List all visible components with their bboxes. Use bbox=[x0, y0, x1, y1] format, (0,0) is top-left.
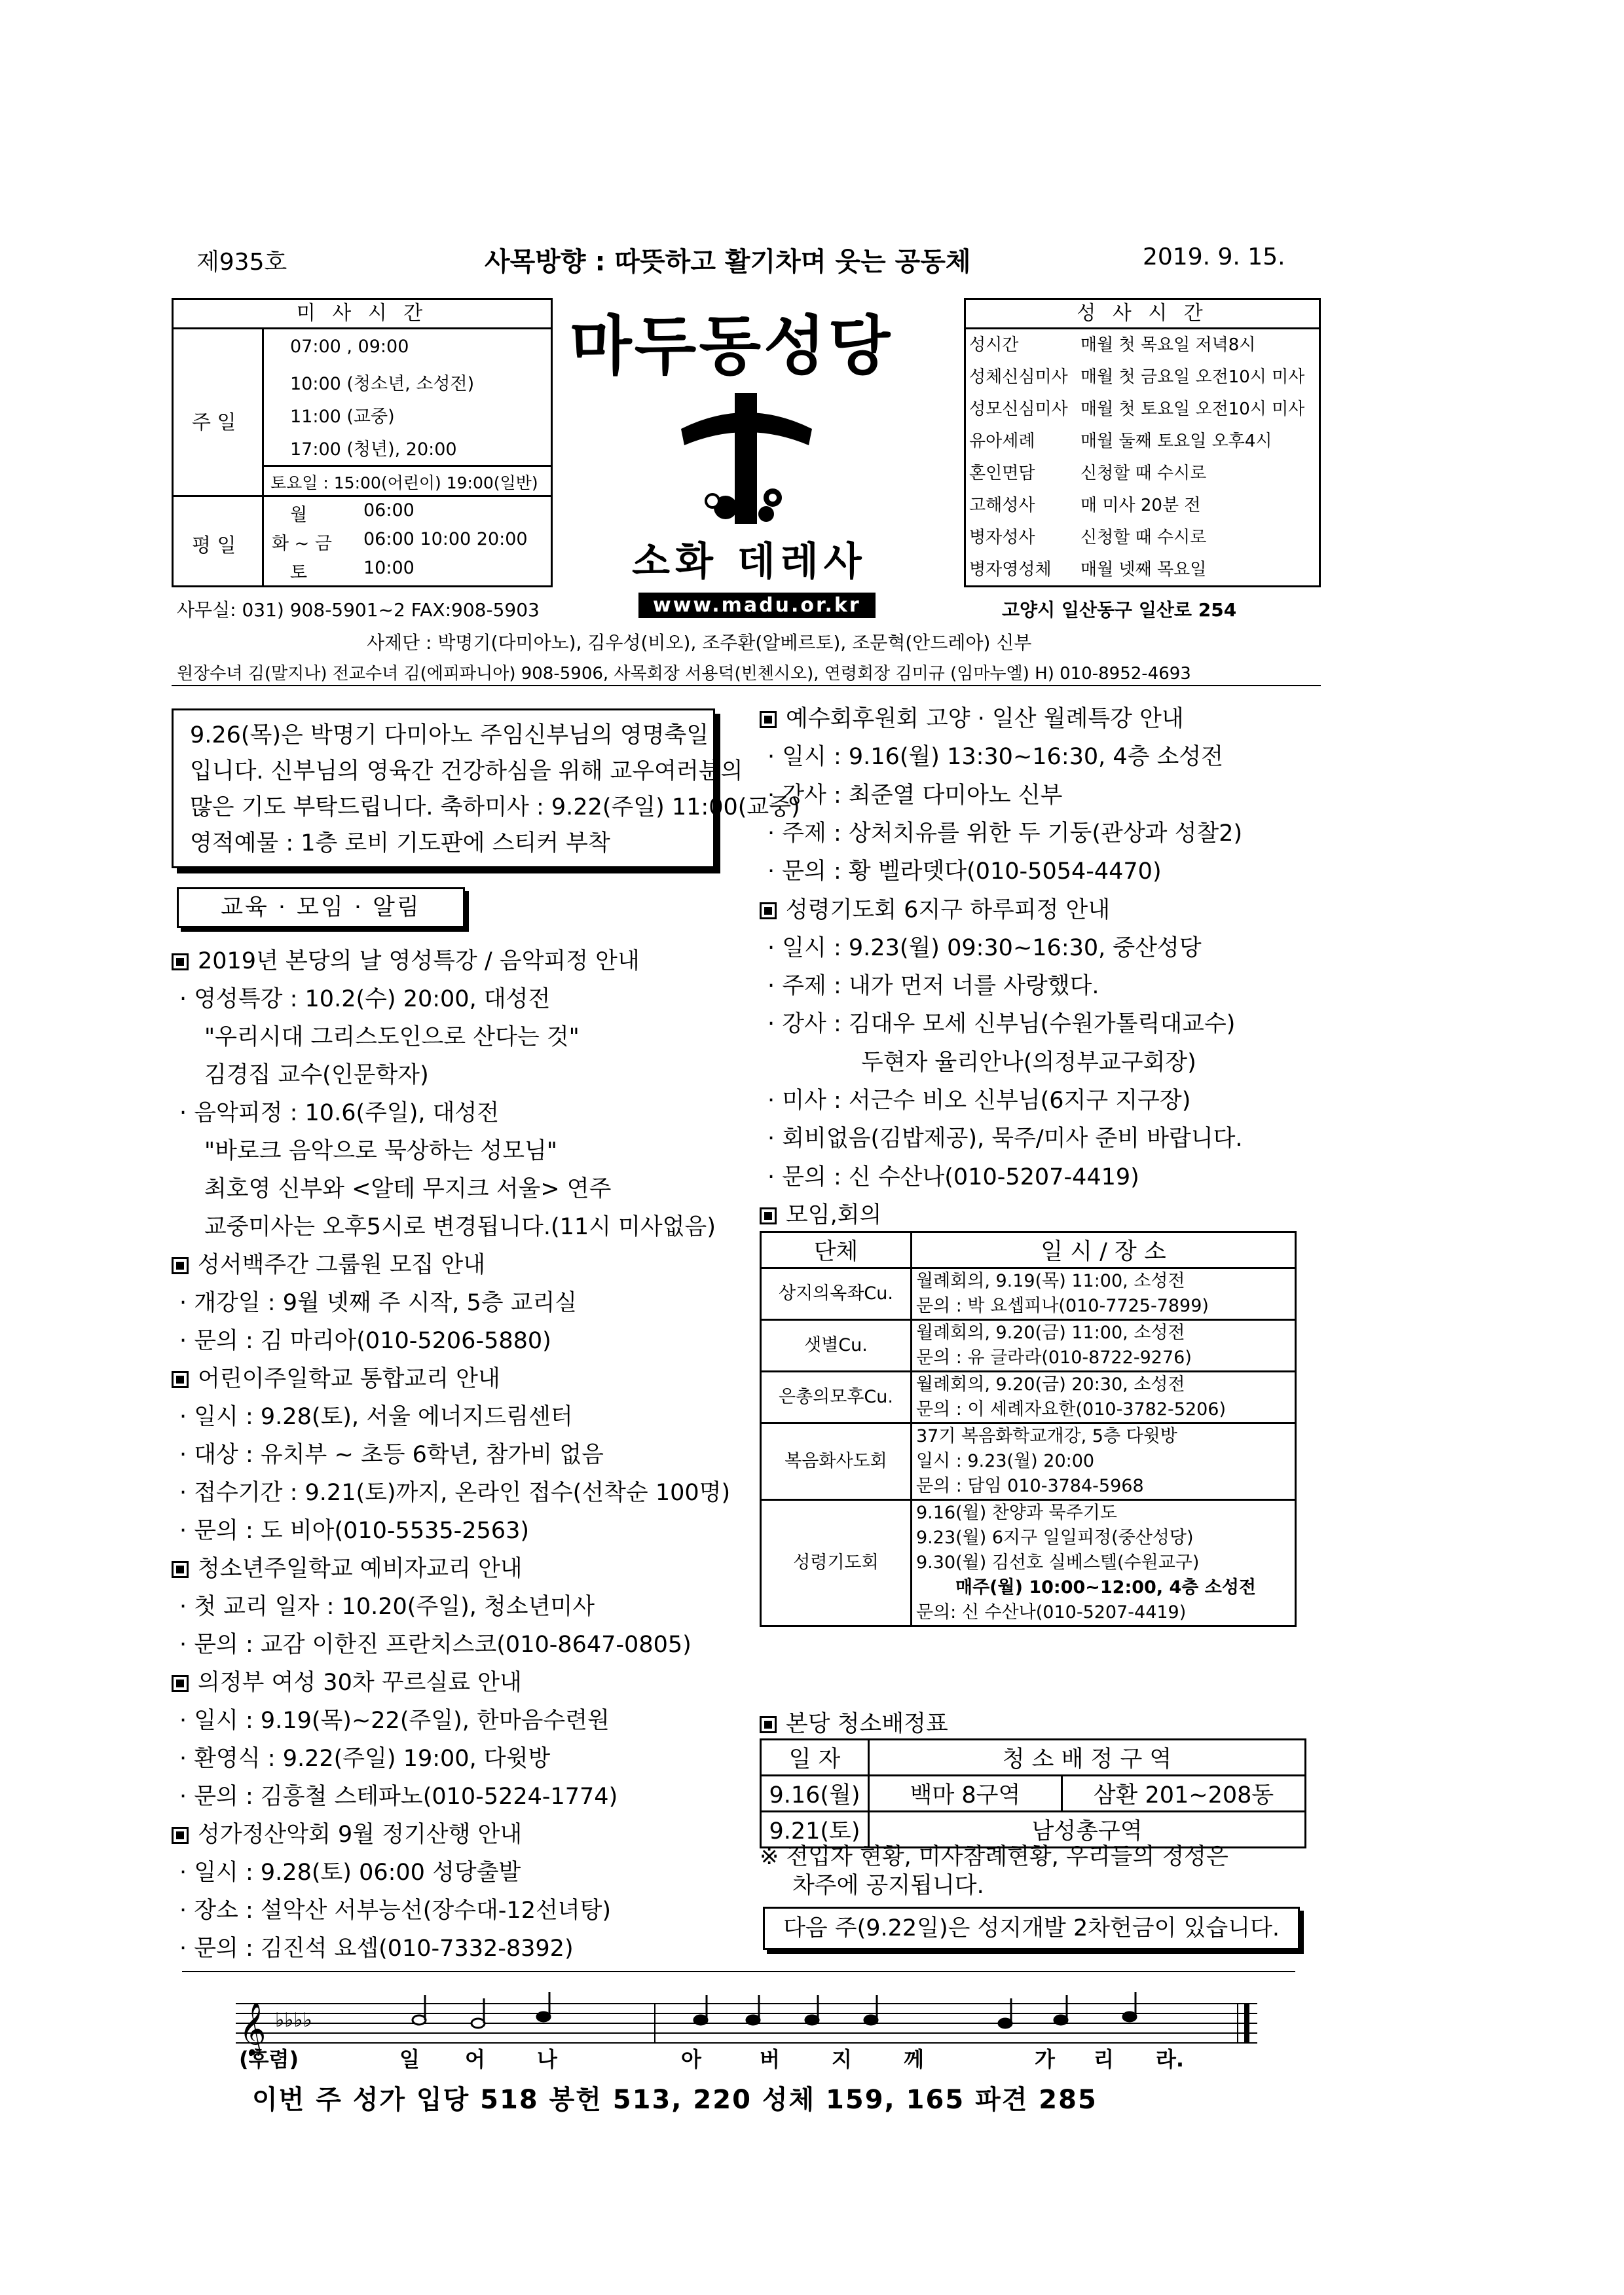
lyric-syllable: 버 bbox=[760, 2047, 780, 2072]
notice-heading bbox=[760, 1197, 881, 1230]
notice-item: · 개강일 : 9월 넷째 주 시작, 5층 교리실 bbox=[179, 1290, 578, 1316]
issue-date: 2019. 9. 15. bbox=[1143, 244, 1285, 270]
sacrament-name: 성체신심미사 bbox=[969, 367, 1068, 387]
square-bullet-icon bbox=[172, 1827, 189, 1844]
lyric-syllable: 지 bbox=[832, 2047, 852, 2072]
mass-times-title: 미 사 시 간 bbox=[174, 300, 551, 329]
lyric-syllable: (후렴) bbox=[239, 2047, 299, 2072]
meeting-line: 9.23(월) 6지구 일일피정(중산성당) bbox=[916, 1528, 1194, 1548]
sacrament-time: 매월 첫 금요일 오전10시 미사 bbox=[1080, 367, 1305, 387]
weekday-day: 월 bbox=[290, 505, 308, 525]
notice-item: · 대상 : 유치부 ~ 초등 6학년, 참가비 없음 bbox=[179, 1442, 604, 1468]
notice-item: · 접수기간 : 9.21(토)까지, 온라인 접수(선착순 100명) bbox=[179, 1480, 731, 1506]
weekday-times: 06:00 bbox=[363, 500, 415, 521]
notice-heading bbox=[172, 1361, 500, 1393]
notice-heading bbox=[760, 701, 1184, 733]
sacrament-row bbox=[969, 428, 1272, 452]
meeting-detail bbox=[912, 1500, 1296, 1626]
notice-item: · 강사 : 김대우 모세 신부님(수원가톨릭대교수) bbox=[767, 1011, 1236, 1038]
square-bullet-icon bbox=[760, 1716, 777, 1733]
table-row bbox=[761, 1500, 1296, 1626]
meetings-table bbox=[760, 1231, 1297, 1627]
sacrament-time: 신청할 때 수시로 bbox=[1080, 528, 1207, 547]
cleaning-heading bbox=[760, 1706, 948, 1738]
music-note bbox=[1054, 2015, 1067, 2025]
sacrament-row bbox=[969, 395, 1304, 420]
website-link[interactable]: www.madu.or.kr bbox=[638, 593, 876, 618]
svg-text:♭♭♭♭: ♭♭♭♭ bbox=[275, 2009, 312, 2032]
heading-text: 의정부 여성 30차 꾸르실료 안내 bbox=[198, 1670, 522, 1696]
notice-item: · 환영식 : 9.22(주일) 19:00, 다윗방 bbox=[179, 1746, 551, 1772]
meeting-line: 9.16(월) 찬양과 묵주기도 bbox=[916, 1503, 1118, 1523]
notice-item: · 일시 : 9.28(토) 06:00 성당출발 bbox=[179, 1860, 521, 1886]
music-note bbox=[537, 2012, 550, 2021]
sacrament-name: 유아세례 bbox=[969, 431, 1035, 451]
sunday-time: 07:00 , 09:00 bbox=[290, 337, 409, 357]
notice-item: · 미사 : 서근수 비오 신부님(6지구 지구장) bbox=[767, 1088, 1191, 1114]
square-bullet-icon bbox=[172, 953, 189, 970]
lyric-syllable: 일 bbox=[399, 2047, 420, 2072]
table-header: 일 자 bbox=[761, 1740, 869, 1776]
notice-heading bbox=[172, 1816, 522, 1849]
meeting-line: 문의 : 박 요셉피나(010-7725-7899) bbox=[916, 1296, 1209, 1316]
meeting-detail bbox=[912, 1423, 1296, 1500]
sacrament-time: 매월 넷째 목요일 bbox=[1080, 560, 1207, 579]
sacrament-row bbox=[969, 492, 1200, 516]
table-row bbox=[761, 1776, 1306, 1812]
notice-item: · 주제 : 내가 먼저 너를 사랑했다. bbox=[767, 973, 1099, 1000]
music-note bbox=[999, 2019, 1012, 2028]
section-title: 교육 · 모임 · 알림 bbox=[177, 887, 465, 928]
notice-item: · 문의 : 김진석 요셉(010-7332-8392) bbox=[179, 1936, 574, 1962]
table-header: 일 시 / 장 소 bbox=[912, 1232, 1296, 1268]
music-note bbox=[805, 2015, 819, 2025]
sacrament-name: 고해성사 bbox=[969, 496, 1035, 515]
heading-text: 예수회후원회 고양 · 일산 월례특강 안내 bbox=[786, 706, 1184, 732]
sacraments-title: 성 사 시 간 bbox=[966, 300, 1319, 329]
cleaning-title: 본당 청소배정표 bbox=[786, 1711, 948, 1737]
footnote-line: ※ 전입자 현황, 미사참례현황, 우리들의 정성은 bbox=[760, 1844, 1228, 1870]
meeting-line: 문의 : 이 세례자요한(010-3782-5206) bbox=[916, 1399, 1227, 1420]
notice-item: · 문의 : 도 비아(010-5535-2563) bbox=[179, 1518, 529, 1544]
hymn-numbers: 이번 주 성가 입당 518 봉헌 513, 220 성체 159, 165 파견 285 bbox=[252, 2085, 1098, 2115]
notice-heading bbox=[760, 892, 1110, 925]
notice-continuation: 김경집 교수(인문학자) bbox=[204, 1062, 429, 1088]
table-row bbox=[761, 1268, 1296, 1320]
meeting-line: 월례회의, 9.20(금) 11:00, 소성전 bbox=[916, 1323, 1185, 1343]
meeting-line: 일시 : 9.23(월) 20:00 bbox=[916, 1451, 1095, 1471]
cleaning-area: 남성총구역 bbox=[869, 1812, 1306, 1848]
notice-item: · 장소 : 설악산 서부능선(장수대-12선녀탕) bbox=[179, 1898, 612, 1924]
music-note bbox=[864, 2015, 877, 2025]
notice-item: · 문의 : 황 벨라뎃다(010-5054-4470) bbox=[767, 858, 1162, 885]
heading-text: 성서백주간 그룹원 모집 안내 bbox=[198, 1252, 486, 1278]
sacrament-time: 신청할 때 수시로 bbox=[1080, 464, 1207, 483]
mass-times-box bbox=[172, 298, 553, 587]
cleaning-date: 9.16(월) bbox=[761, 1776, 869, 1812]
heading-text: 2019년 본당의 날 영성특강 / 음악피정 안내 bbox=[198, 948, 640, 974]
saturday-time: 토요일 : 15:00(어린이) 19:00(일반) bbox=[270, 473, 538, 492]
cleaning-area: 삼환 201~208동 bbox=[1062, 1776, 1306, 1812]
divider bbox=[262, 327, 264, 585]
notice-item: · 일시 : 9.23(월) 09:30~16:30, 중산성당 bbox=[767, 934, 1202, 961]
notice-item: · 문의 : 김흥철 스테파노(010-5224-1774) bbox=[179, 1784, 618, 1810]
sacrament-row bbox=[969, 363, 1304, 388]
lyric-syllable: 어 bbox=[465, 2047, 485, 2072]
cross-logo-icon bbox=[674, 383, 819, 527]
lyric-syllable: 라. bbox=[1156, 2047, 1185, 2072]
office-contact: 사무실: 031) 908-5901~2 FAX:908-5903 bbox=[177, 599, 540, 621]
sacrament-name: 혼인면담 bbox=[969, 464, 1035, 483]
meeting-line: 매주(월) 10:00~12:00, 4층 소성전 bbox=[955, 1577, 1257, 1598]
notice-item: · 주제 : 상처치유를 위한 두 기둥(관상과 성찰2) bbox=[767, 820, 1243, 847]
meeting-line: 월례회의, 9.20(금) 20:30, 소성전 bbox=[916, 1374, 1185, 1395]
church-name: 마두동성당 bbox=[570, 309, 893, 384]
weekday-label: 평 일 bbox=[192, 534, 236, 557]
meeting-group: 샛별Cu. bbox=[761, 1320, 912, 1372]
notice-item: · 회비없음(김밥제공), 묵주/미사 준비 바랍니다. bbox=[767, 1126, 1243, 1152]
notice-heading bbox=[172, 1664, 522, 1697]
notice-item: · 문의 : 신 수산나(010-5207-4419) bbox=[767, 1164, 1139, 1190]
staff-line: 원장수녀 김(말지나) 전교수녀 김(에피파니아) 908-5906, 사목회장 서용덕(빈첸시오), 연령회장 김미규 (임마누엘) H) 010-8952-4693 bbox=[177, 664, 1191, 684]
table-row bbox=[761, 1372, 1296, 1423]
sunday-time: 10:00 (청소년, 소성전) bbox=[290, 374, 475, 394]
sacrament-name: 성시간 bbox=[969, 335, 1019, 355]
footnote-line: 차주에 공지됩니다. bbox=[792, 1873, 984, 1899]
notice-line: 입니다. 신부님의 영육간 건강하심을 위해 교우여러분의 bbox=[190, 758, 743, 784]
square-bullet-icon bbox=[172, 1675, 189, 1692]
sacrament-name: 병자영성체 bbox=[969, 560, 1052, 579]
weekday-times: 06:00 10:00 20:00 bbox=[363, 529, 528, 549]
footer-divider bbox=[182, 1971, 1295, 1972]
notice-continuation: "우리시대 그리스도인으로 산다는 것" bbox=[204, 1024, 580, 1050]
square-bullet-icon bbox=[172, 1561, 189, 1578]
meeting-group: 성령기도회 bbox=[761, 1500, 912, 1626]
meeting-group: 상지의옥좌Cu. bbox=[761, 1268, 912, 1320]
notice-line: 많은 기도 부탁드립니다. 축하미사 : 9.22(주일) 11:00(교중) bbox=[190, 794, 800, 820]
sunday-time: 11:00 (교중) bbox=[290, 407, 395, 427]
table-row bbox=[761, 1423, 1296, 1500]
notice-item: · 첫 교리 일자 : 10.20(주일), 청소년미사 bbox=[179, 1594, 595, 1620]
weekday-day: 토 bbox=[290, 562, 308, 583]
heading-text: 성령기도회 6지구 하루피정 안내 bbox=[786, 896, 1111, 923]
square-bullet-icon bbox=[760, 902, 777, 919]
meeting-detail bbox=[912, 1268, 1296, 1320]
heading-text: 어린이주일학교 통합교리 안내 bbox=[198, 1366, 500, 1392]
lyric-syllable: 가 bbox=[1035, 2047, 1055, 2072]
cleaning-date: 9.21(토) bbox=[761, 1812, 869, 1848]
weekday-times: 10:00 bbox=[363, 558, 415, 578]
sacrament-row bbox=[969, 524, 1206, 548]
notice-item: · 일시 : 9.16(월) 13:30~16:30, 4층 소성전 bbox=[767, 744, 1224, 771]
notice-line: 9.26(목)은 박명기 다미아노 주임신부님의 영명축일 bbox=[190, 722, 709, 748]
notice-heading bbox=[172, 1551, 523, 1583]
notice-continuation: 최호영 신부와 <알테 무지크 서울> 연주 bbox=[204, 1176, 612, 1202]
cleaning-table bbox=[760, 1738, 1306, 1848]
sacrament-row bbox=[969, 556, 1206, 580]
church-address: 고양시 일산동구 일산로 254 bbox=[1002, 599, 1237, 621]
patron-name: 소화 데레사 bbox=[632, 539, 867, 585]
meeting-line: 9.30(월) 김선호 실베스텔(수원교구) bbox=[916, 1552, 1200, 1573]
lyric-syllable: 리 bbox=[1094, 2047, 1114, 2072]
weekday-day: 화 ~ 금 bbox=[272, 534, 332, 554]
priests-line: 사제단 : 박명기(다미아노), 김우성(비오), 조주환(알베르토), 조문혁(안드레아) 신부 bbox=[367, 632, 1032, 653]
lyric-syllable: 께 bbox=[904, 2047, 924, 2072]
meeting-group: 복음화사도회 bbox=[761, 1423, 912, 1500]
svg-text:𝄞: 𝄞 bbox=[239, 2002, 267, 2055]
square-bullet-icon bbox=[760, 1207, 777, 1224]
meeting-line: 월례회의, 9.19(목) 11:00, 소성전 bbox=[916, 1271, 1185, 1291]
divider bbox=[174, 495, 551, 497]
sacrament-time: 매월 둘째 토요일 오후4시 bbox=[1080, 431, 1272, 451]
meeting-line: 문의: 신 수산나(010-5207-4419) bbox=[916, 1602, 1187, 1623]
sacrament-time: 매 미사 20분 전 bbox=[1080, 496, 1201, 515]
notice-line: 영적예물 : 1층 로비 기도판에 스티커 부착 bbox=[190, 830, 610, 856]
notice-item: · 일시 : 9.28(토), 서울 에너지드림센터 bbox=[179, 1404, 573, 1430]
lyric-syllable: 아 bbox=[681, 2047, 701, 2072]
pastoral-motto: 사목방향 : 따뜻하고 활기차며 웃는 공동체 bbox=[485, 247, 971, 277]
meeting-line: 문의 : 유 글라라(010-8722-9276) bbox=[916, 1348, 1192, 1368]
notice-heading bbox=[172, 943, 640, 976]
meeting-group: 은총의모후Cu. bbox=[761, 1372, 912, 1423]
notice-continuation: 교중미사는 오후5시로 변경됩니다.(11시 미사없음) bbox=[204, 1214, 716, 1240]
notice-item: · 문의 : 김 마리아(010-5206-5880) bbox=[179, 1328, 551, 1354]
music-note bbox=[747, 2015, 760, 2025]
square-bullet-icon bbox=[172, 1371, 189, 1388]
music-note bbox=[1123, 2012, 1136, 2021]
meeting-detail bbox=[912, 1372, 1296, 1423]
meeting-line: 37기 복음화학교개강, 5층 다윗방 bbox=[916, 1426, 1177, 1446]
table-header: 청 소 배 정 구 역 bbox=[869, 1740, 1306, 1776]
table-row bbox=[761, 1320, 1296, 1372]
music-note bbox=[694, 2015, 707, 2025]
heading-text: 성가정산악회 9월 정기산행 안내 bbox=[198, 1822, 523, 1848]
table-header: 단체 bbox=[761, 1232, 912, 1268]
heading-text: 청소년주일학교 예비자교리 안내 bbox=[198, 1556, 523, 1582]
sunday-label: 주 일 bbox=[192, 411, 236, 434]
heading-text: 모임,회의 bbox=[786, 1202, 882, 1228]
header-divider bbox=[172, 685, 1321, 686]
sacrament-time: 매월 첫 토요일 오전10시 미사 bbox=[1080, 399, 1305, 419]
notice-item: · 음악피정 : 10.6(주일), 대성전 bbox=[179, 1100, 500, 1126]
music-note bbox=[471, 2019, 485, 2028]
sunday-time: 17:00 (청년), 20:00 bbox=[290, 439, 457, 460]
notice-heading bbox=[172, 1247, 485, 1279]
meeting-line: 문의 : 담임 010-3784-5968 bbox=[916, 1476, 1144, 1496]
notice-item: · 영성특강 : 10.2(수) 20:00, 대성전 bbox=[179, 986, 551, 1012]
notice-continuation: 두현자 율리안나(의정부교구회장) bbox=[861, 1049, 1196, 1076]
square-bullet-icon bbox=[760, 711, 777, 728]
square-bullet-icon bbox=[172, 1257, 189, 1274]
sacrament-row bbox=[969, 460, 1206, 484]
lyric-syllable: 나 bbox=[537, 2047, 557, 2072]
sacrament-row bbox=[969, 331, 1255, 356]
next-week-notice: 다음 주(9.22일)은 성지개발 2차헌금이 있습니다. bbox=[763, 1907, 1300, 1950]
sacrament-name: 성모신심미사 bbox=[969, 399, 1068, 419]
notice-item: · 강사 : 최준열 다미아노 신부 bbox=[767, 782, 1063, 809]
meeting-detail bbox=[912, 1320, 1296, 1372]
notice-continuation: "바로크 음악으로 묵상하는 성모님" bbox=[204, 1138, 557, 1164]
notice-item: · 문의 : 교감 이한진 프란치스코(010-8647-0805) bbox=[179, 1632, 692, 1658]
divider bbox=[264, 465, 551, 467]
music-note bbox=[413, 2015, 426, 2025]
sacrament-name: 병자성사 bbox=[969, 528, 1035, 547]
sacrament-time: 매월 첫 목요일 저녁8시 bbox=[1080, 335, 1256, 355]
issue-number: 제935호 bbox=[196, 249, 287, 276]
notice-item: · 일시 : 9.19(목)~22(주일), 한마음수련원 bbox=[179, 1708, 610, 1734]
cleaning-area: 백마 8구역 bbox=[869, 1776, 1062, 1812]
